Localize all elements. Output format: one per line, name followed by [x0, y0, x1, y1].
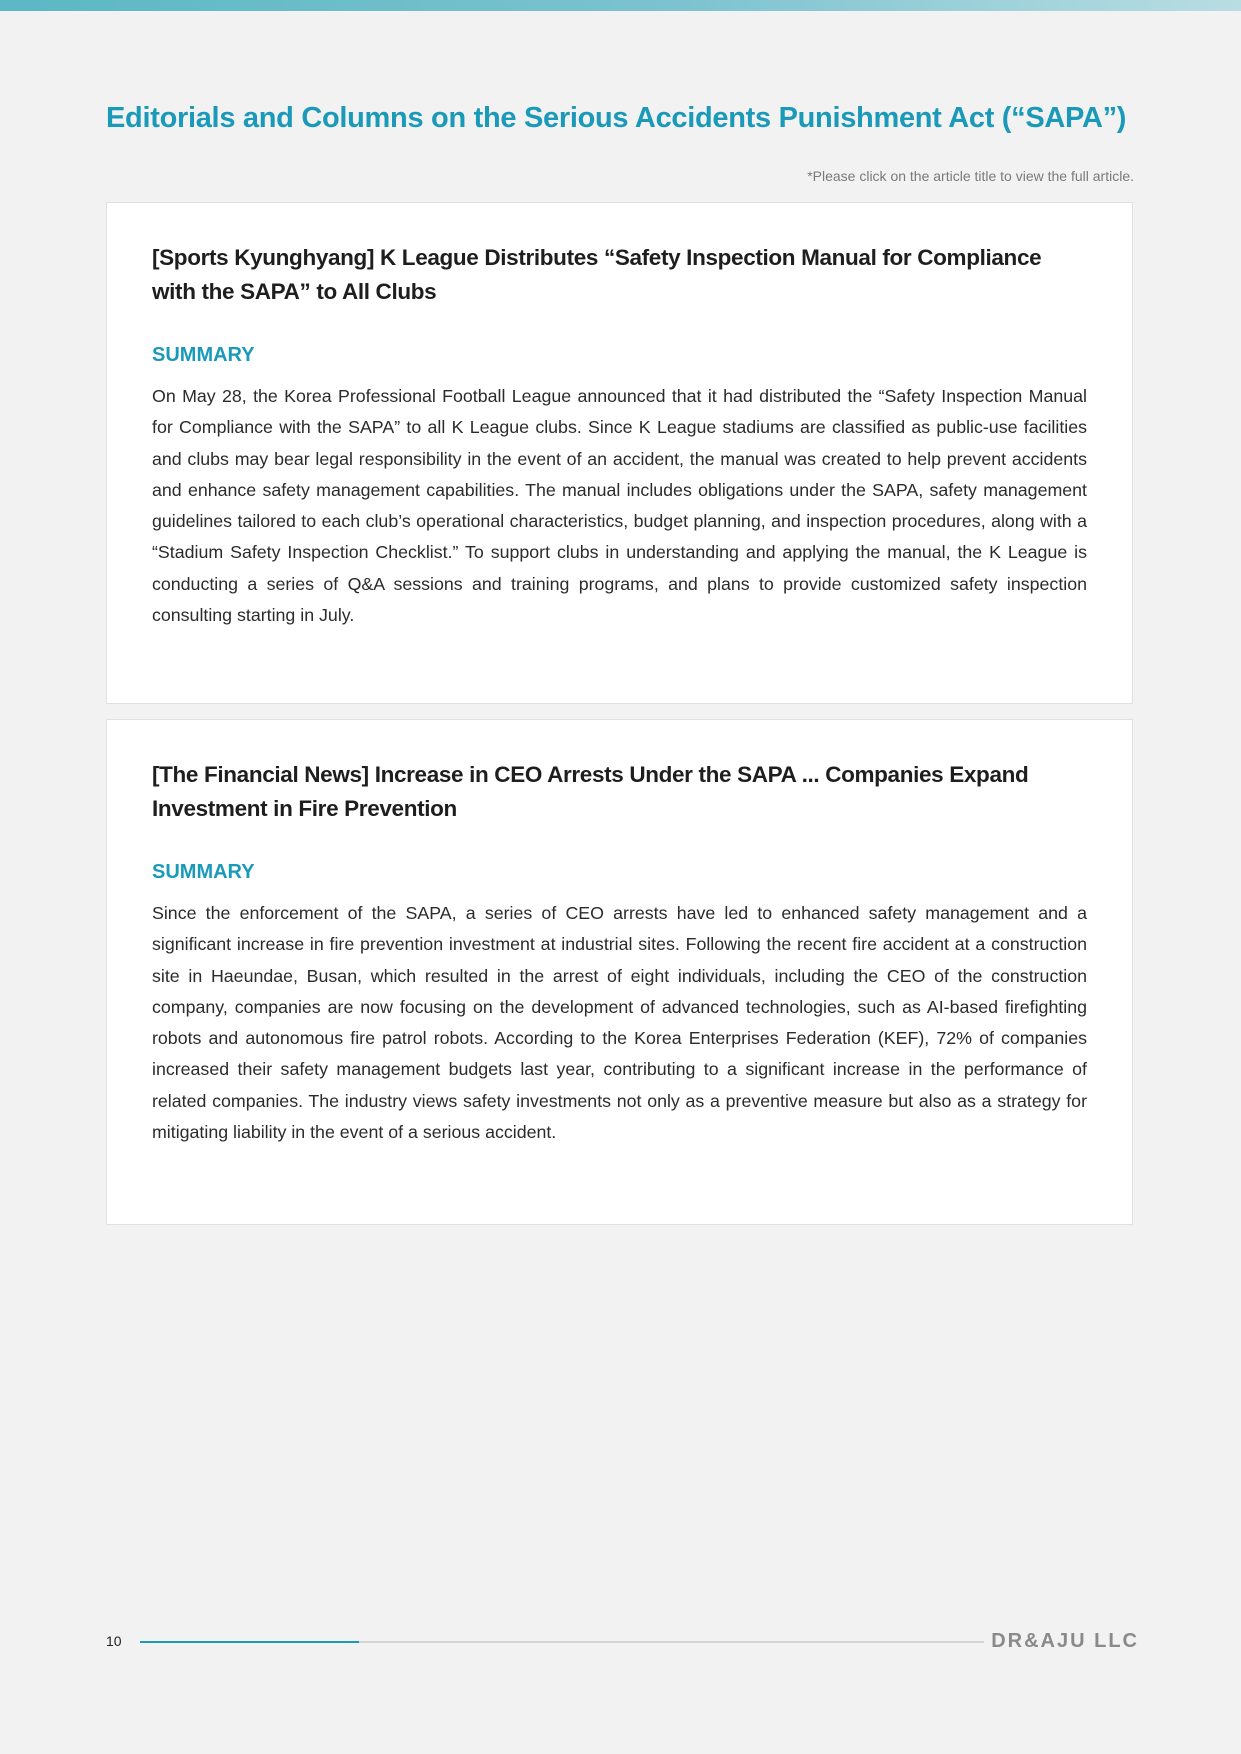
summary-text: Since the enforcement of the SAPA, a series of CEO arrests have led to enhanced safety management and a significant increase in fire prevention investment at industrial sites. Following the recent fire accident at a construction site in Haeundae, Busan, which resulted in the arrest of eight individuals, including the CEO of the construction company, companies are now focusing on the development of advanced technologies, such as AI-based firefighting robots and autonomous fire patrol robots. According to the Korea Enterprises Federation (KEF), 72% of companies increased their safety management budgets last year, contributing to a significant increase in the performance of related companies. The industry views safety investments not only as a preventive measure but also as a strategy for mitigating liability in the event of a serious accident. — [152, 903, 1087, 1143]
summary-text: On May 28, the Korea Professional Football League announced that it had distributed the “Safety Inspection Manual for Compliance with the SAPA” to all K League clubs. Since K League stadiums are classified as public-use facilities and clubs may bear legal responsibility in the event of an accident, the manual was created to help prevent accidents and enhance safety management capabilities. The manual includes obligations under the SAPA, safety management guidelines tailored to each club’s operational characteristics, budget planning, and inspection procedures, along with a “Stadium Safety Inspection Checklist.” To support clubs in understanding and applying the manual, the K League is conducting a series of Q&A sessions and training programs, and plans to provide customized safety inspection consulting starting in July. — [152, 386, 1087, 626]
click-instruction-note: *Please click on the article title to view the full article. — [807, 168, 1134, 184]
page-progress-fill — [140, 1641, 359, 1643]
page-title: Editorials and Columns on the Serious Accidents Punishment Act (“SAPA”) — [106, 102, 1127, 134]
summary-heading: SUMMARY — [152, 861, 255, 883]
summary-heading: SUMMARY — [152, 344, 255, 366]
top-accent-bar — [0, 0, 1241, 11]
article-card — [106, 719, 1133, 1225]
article-title-link[interactable]: [The Financial News] Increase in CEO Arrests Under the SAPA ... Companies Expand Investment in Fire Prevention — [152, 762, 1029, 821]
article-title-link[interactable]: [Sports Kyunghyang] K League Distributes “Safety Inspection Manual for Compliance with the SAPA” to All Clubs — [152, 245, 1042, 304]
article-card — [106, 202, 1133, 704]
page-number: 10 — [106, 1633, 122, 1649]
brand-logo-text: DR&AJU LLC — [991, 1630, 1139, 1652]
page-progress-track — [140, 1641, 984, 1643]
